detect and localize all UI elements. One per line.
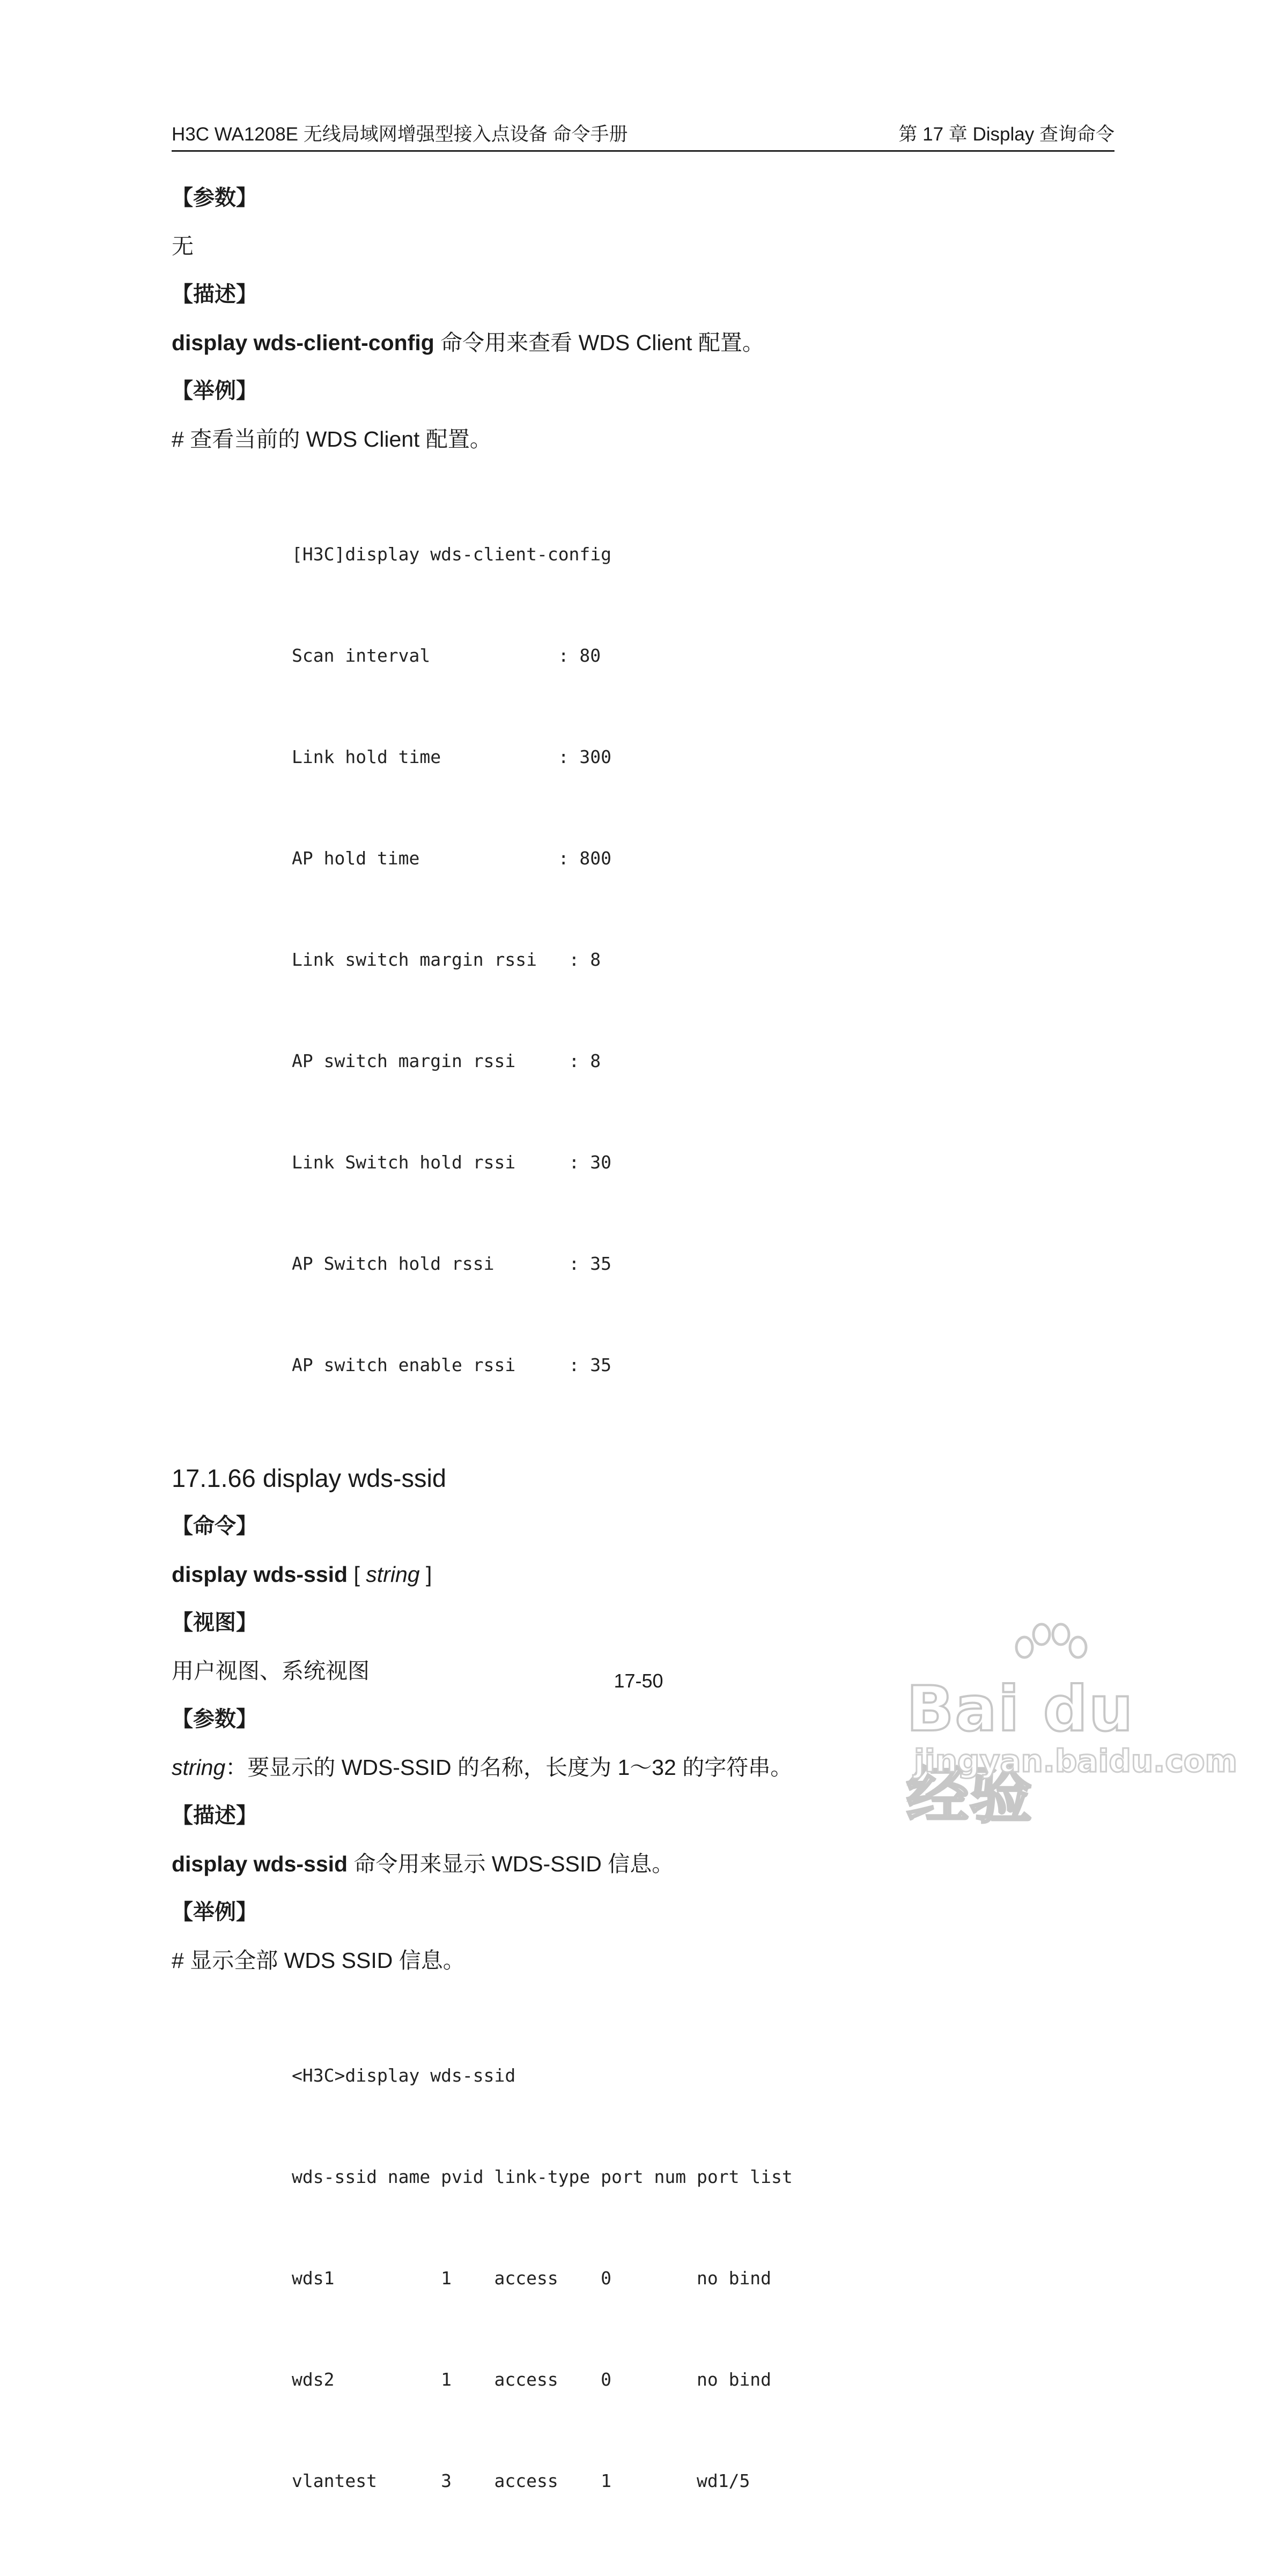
- page-header: [172, 119, 1114, 152]
- code-line: Link Switch hold rssi : 30: [292, 1152, 612, 1173]
- command-name: display wds-ssid: [172, 1562, 348, 1587]
- bracket-open: [: [348, 1562, 366, 1587]
- code-line: Link switch margin rssi : 8: [292, 949, 601, 970]
- params-label: 【参数】: [172, 1707, 257, 1731]
- description-label: 【描述】: [172, 1803, 257, 1828]
- watermark-brand: Bai du 经验: [906, 1673, 1134, 1832]
- command-name: display wds-ssid: [172, 1852, 348, 1876]
- header-manual-title: H3C WA1208E 无线局域网增强型接入点设备 命令手册: [172, 124, 628, 145]
- example-intro: # 查看当前的 WDS Client 配置。: [172, 427, 492, 451]
- command-name: display wds-client-config: [172, 330, 434, 355]
- code-line: AP hold time : 800: [292, 848, 612, 869]
- section-heading: 17.1.66 display wds-ssid: [172, 1464, 447, 1492]
- code-line: wds2 1 access 0 no bind: [292, 2369, 772, 2390]
- code-block-wds-ssid: [292, 1991, 1116, 2565]
- code-line: wds-ssid name pvid link-type port num port list: [292, 2166, 793, 2187]
- watermark-url: jingyan.baidu.com: [914, 1743, 1237, 1779]
- description-text: [172, 1848, 1116, 1879]
- command-label: 【命令】: [172, 1514, 257, 1538]
- example-intro: # 显示全部 WDS SSID 信息。: [172, 1948, 465, 1973]
- header-chapter-title: 第 17 章 Display 查询命令: [898, 124, 1114, 145]
- param-name: string: [172, 1755, 226, 1780]
- view-text: 用户视图、系统视图: [172, 1659, 370, 1683]
- description-label: 【描述】: [172, 282, 257, 307]
- description-rest: 命令用来查看 WDS Client 配置。: [434, 330, 764, 355]
- description-text: [172, 327, 1116, 358]
- code-line: AP switch margin rssi : 8: [292, 1050, 601, 1071]
- code-block-client-config: [292, 470, 1116, 1449]
- description-rest: 命令用来显示 WDS-SSID 信息。: [348, 1852, 674, 1876]
- params-label: 【参数】: [172, 186, 257, 210]
- params-text: 无: [172, 234, 194, 258]
- code-line: vlantest 3 access 1 wd1/5: [292, 2470, 750, 2491]
- page-content: [172, 182, 1116, 2576]
- code-line: Scan interval : 80: [292, 645, 601, 666]
- command-syntax: [172, 1559, 1116, 1590]
- page-number: 17-50: [614, 1670, 663, 1692]
- code-line: <H3C>display wds-ssid: [292, 2065, 516, 2086]
- code-line: wds1 1 access 0 no bind: [292, 2268, 772, 2289]
- command-argument: string: [366, 1562, 420, 1587]
- code-line: Link hold time : 300: [292, 746, 612, 767]
- code-line: AP Switch hold rssi : 35: [292, 1253, 612, 1274]
- param-description: ：要显示的 WDS-SSID 的名称，长度为 1～32 的字符串。: [225, 1755, 793, 1780]
- bracket-close: ]: [419, 1562, 432, 1587]
- code-line: [H3C]display wds-client-config: [292, 544, 612, 565]
- view-label: 【视图】: [172, 1610, 257, 1635]
- code-line: AP switch enable rssi : 35: [292, 1354, 612, 1375]
- baidu-jingyan-watermark: [906, 1619, 1237, 1832]
- example-label: 【举例】: [172, 379, 257, 403]
- example-label: 【举例】: [172, 1900, 257, 1924]
